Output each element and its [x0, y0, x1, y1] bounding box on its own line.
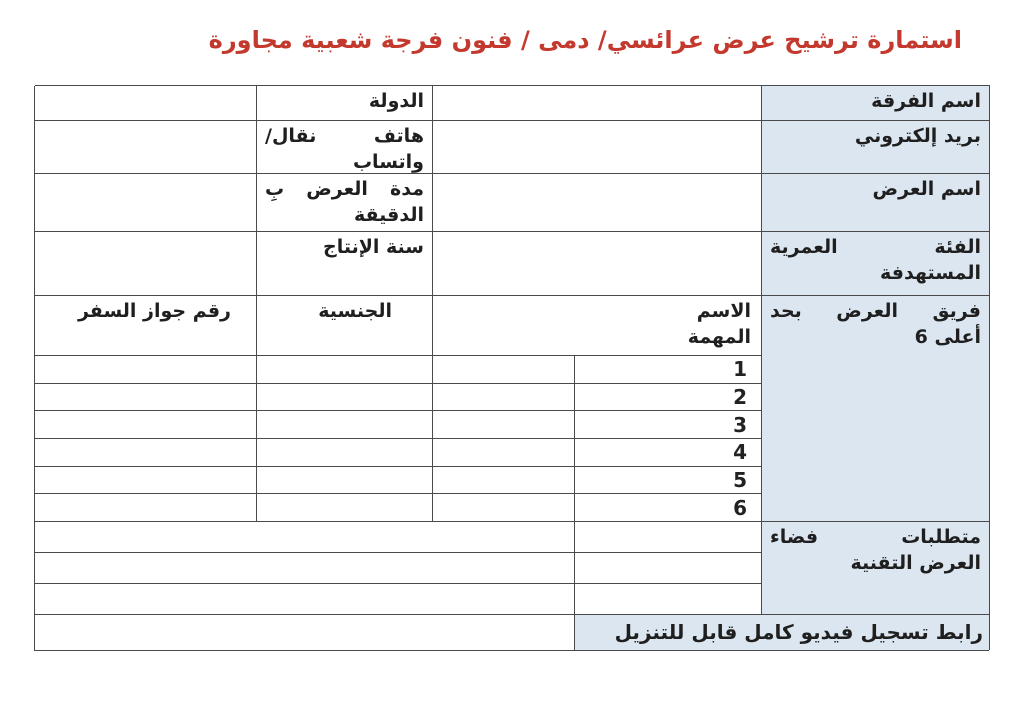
column-header-name-task: [432, 296, 761, 356]
team-row-4-nationality-input[interactable]: [256, 439, 432, 467]
column-header-name: الاسم: [696, 300, 751, 322]
team-row-3-passport-input[interactable]: [34, 411, 256, 439]
label-video-link: رابط تسجيل فيديو كامل قابل للتنزيل: [574, 615, 989, 651]
form-table: [35, 85, 990, 650]
team-row-6-number: 6: [574, 494, 761, 522]
label-team-max: [761, 296, 989, 522]
team-row-2-number: 2: [574, 384, 761, 412]
team-row-3-number: 3: [574, 411, 761, 439]
input-phone[interactable]: [34, 121, 256, 174]
label-production-year: سنة الإنتاج: [256, 232, 432, 296]
label-target-age: [761, 232, 989, 296]
tech-row-3-input-right[interactable]: [574, 584, 761, 615]
tech-row-2-input-right[interactable]: [574, 553, 761, 584]
label-team-max-line1: فريق العرض بحد: [770, 300, 981, 322]
team-row-4-task-input[interactable]: [432, 439, 574, 467]
label-phone: [256, 121, 432, 174]
team-row-6-passport-input[interactable]: [34, 494, 256, 522]
tech-row-1-input[interactable]: [34, 522, 574, 553]
team-row-6-task-input[interactable]: [432, 494, 574, 522]
column-header-nationality: الجنسية: [256, 296, 432, 356]
team-row-2-nationality-input[interactable]: [256, 384, 432, 412]
label-tech-requirements-line1: متطلبات فضاء: [770, 526, 981, 549]
label-tech-requirements-line2: العرض التقنية: [850, 552, 981, 575]
label-email: بريد إلكتروني: [761, 121, 989, 174]
team-row-2-passport-input[interactable]: [34, 384, 256, 412]
team-row-1-nationality-input[interactable]: [256, 356, 432, 384]
label-show-name: اسم العرض: [761, 174, 989, 232]
label-tech-requirements: [761, 522, 989, 615]
input-show-name[interactable]: [432, 174, 761, 232]
team-row-2-task-input[interactable]: [432, 384, 574, 412]
input-troupe-name[interactable]: [432, 86, 761, 121]
team-row-4-number: 4: [574, 439, 761, 467]
team-row-1-task-input[interactable]: [432, 356, 574, 384]
tech-row-1-input-right[interactable]: [574, 522, 761, 553]
tech-row-2-input[interactable]: [34, 553, 574, 584]
label-phone-line1: هاتف نقال/: [265, 125, 424, 147]
input-target-age[interactable]: [432, 232, 761, 296]
team-row-6-nationality-input[interactable]: [256, 494, 432, 522]
input-duration[interactable]: [34, 174, 256, 232]
team-row-5-nationality-input[interactable]: [256, 467, 432, 495]
label-duration-line1: مدة العرض بِ: [265, 178, 424, 200]
label-duration-line2: الدقيقة: [353, 204, 424, 226]
tech-row-3-input[interactable]: [34, 584, 574, 615]
label-team-max-line2: أعلى 6: [914, 326, 981, 348]
team-row-1-number: 1: [574, 356, 761, 384]
label-target-age-line2: المستهدفة: [880, 262, 981, 284]
input-email[interactable]: [432, 121, 761, 174]
page-title: استمارة ترشيح عرض عرائسي/ دمى / فنون فرجة شعبية مجاورة: [208, 26, 962, 54]
team-row-3-task-input[interactable]: [432, 411, 574, 439]
team-row-1-passport-input[interactable]: [34, 356, 256, 384]
team-row-3-nationality-input[interactable]: [256, 411, 432, 439]
team-row-4-passport-input[interactable]: [34, 439, 256, 467]
column-header-passport: رقم جواز السفر: [34, 296, 256, 356]
label-troupe-name: اسم الفرقة: [761, 86, 989, 121]
team-row-5-task-input[interactable]: [432, 467, 574, 495]
input-video-link[interactable]: [34, 615, 574, 651]
label-target-age-line1: الفئة العمرية: [770, 236, 981, 258]
team-row-5-passport-input[interactable]: [34, 467, 256, 495]
team-row-5-number: 5: [574, 467, 761, 495]
label-duration: [256, 174, 432, 232]
input-country[interactable]: [34, 86, 256, 121]
label-country: الدولة: [256, 86, 432, 121]
label-phone-line2: واتساب: [352, 151, 424, 173]
input-production-year[interactable]: [34, 232, 256, 296]
column-header-task: المهمة: [687, 326, 751, 348]
